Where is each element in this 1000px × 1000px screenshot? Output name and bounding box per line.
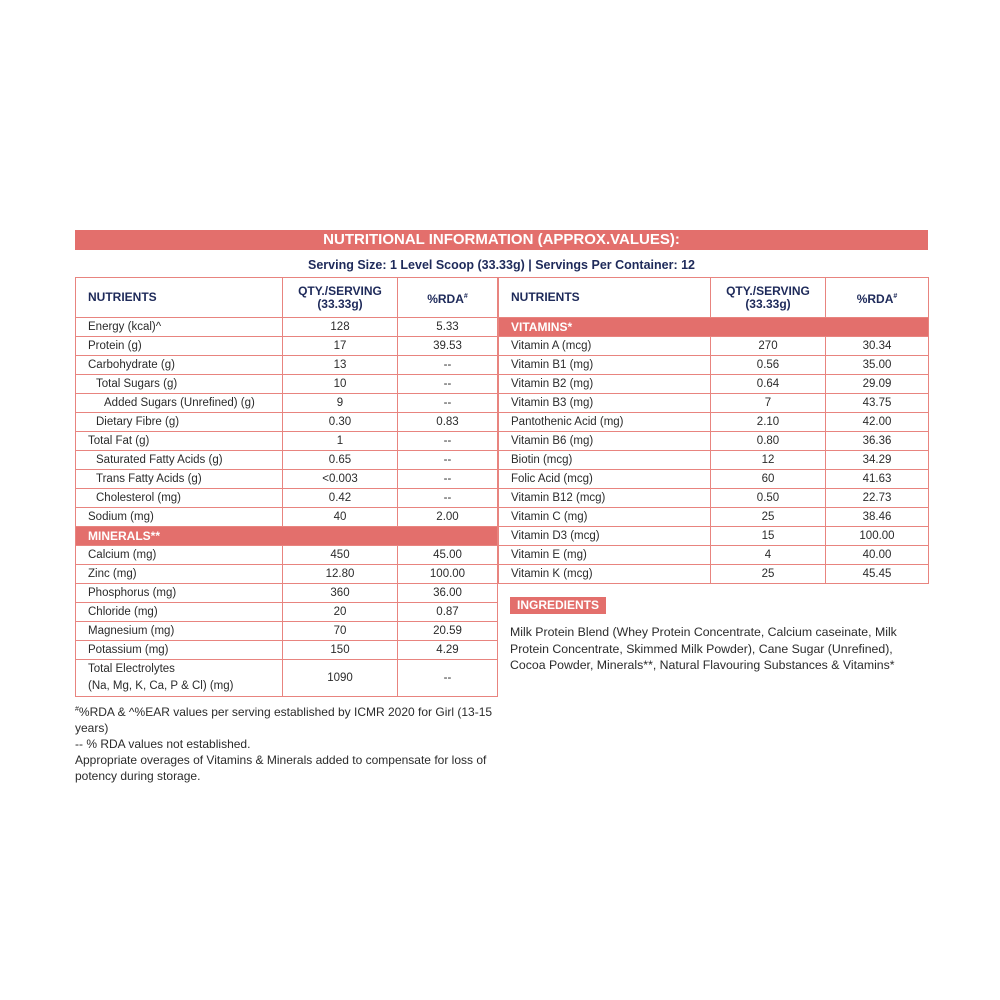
nutrient-qty: 0.50 <box>711 489 826 508</box>
table-row <box>76 546 498 565</box>
rda-header: %RDA# <box>826 278 929 318</box>
nutrient-rda: 41.63 <box>826 470 929 489</box>
vitamins-section-label: VITAMINS* <box>499 318 929 337</box>
nutrient-name: Vitamin B3 (mg) <box>499 394 711 413</box>
nutrient-name: Cholesterol (mg) <box>76 489 283 508</box>
qty-header: QTY./SERVING (33.33g) <box>283 278 398 318</box>
nutrient-qty: 1 <box>283 432 398 451</box>
table-row <box>76 318 498 337</box>
table-row <box>499 356 929 375</box>
minerals-section-row <box>76 527 498 546</box>
table-header-row <box>76 278 498 318</box>
ingredients-label: INGREDIENTS <box>510 597 606 614</box>
nutrient-rda: 100.00 <box>398 565 498 584</box>
nutrient-qty: 360 <box>283 584 398 603</box>
table-row <box>76 451 498 470</box>
nutrients-header: NUTRIENTS <box>499 278 711 318</box>
nutrient-name: Phosphorus (mg) <box>76 584 283 603</box>
table-row <box>76 489 498 508</box>
nutrient-rda: 0.87 <box>398 603 498 622</box>
nutrients-header: NUTRIENTS <box>76 278 283 318</box>
nutrient-rda: 30.34 <box>826 337 929 356</box>
nutrient-rda: -- <box>398 660 498 697</box>
nutrient-rda: 36.36 <box>826 432 929 451</box>
table-row <box>76 394 498 413</box>
footnote-overages: Appropriate overages of Vitamins & Minerals added to compensate for loss of potency during storage. <box>75 753 487 783</box>
nutrient-rda: 40.00 <box>826 546 929 565</box>
nutrient-qty: 60 <box>711 470 826 489</box>
nutrient-name: Vitamin B1 (mg) <box>499 356 711 375</box>
footnote-not-established: -- % RDA values not established. <box>75 737 251 751</box>
table-row <box>76 641 498 660</box>
table-row <box>76 413 498 432</box>
table-row <box>76 356 498 375</box>
nutrient-qty: 25 <box>711 565 826 584</box>
minerals-section-label: MINERALS** <box>76 527 498 546</box>
nutrient-qty: 9 <box>283 394 398 413</box>
nutrient-qty: 13 <box>283 356 398 375</box>
footnote-rda: #%RDA & ^%EAR values per serving established by ICMR 2020 for Girl (13-15 years) <box>75 705 493 735</box>
nutrient-qty: 270 <box>711 337 826 356</box>
nutrient-rda: -- <box>398 375 498 394</box>
table-row <box>76 432 498 451</box>
nutrient-name: Vitamin D3 (mcg) <box>499 527 711 546</box>
nutrient-name: Vitamin C (mg) <box>499 508 711 527</box>
nutrient-name: Energy (kcal)^ <box>76 318 283 337</box>
nutrient-rda: -- <box>398 356 498 375</box>
nutrient-name: Biotin (mcg) <box>499 451 711 470</box>
table-row <box>499 527 929 546</box>
nutrient-name: Potassium (mg) <box>76 641 283 660</box>
table-row <box>76 508 498 527</box>
table-row <box>499 451 929 470</box>
vitamins-table <box>498 277 929 584</box>
nutrient-name: Total Sugars (g) <box>76 375 283 394</box>
nutrient-qty: 1090 <box>283 660 398 697</box>
nutrient-name: Folic Acid (mcg) <box>499 470 711 489</box>
table-row <box>76 603 498 622</box>
nutrient-name: Magnesium (mg) <box>76 622 283 641</box>
nutrient-name: Dietary Fibre (g) <box>76 413 283 432</box>
nutrient-name: Sodium (mg) <box>76 508 283 527</box>
nutrient-rda: 43.75 <box>826 394 929 413</box>
nutrient-qty: 70 <box>283 622 398 641</box>
nutrient-qty: 20 <box>283 603 398 622</box>
nutrient-qty: 0.30 <box>283 413 398 432</box>
nutrient-rda: 38.46 <box>826 508 929 527</box>
nutrient-name: Trans Fatty Acids (g) <box>76 470 283 489</box>
table-row <box>499 432 929 451</box>
nutrient-name: Vitamin A (mcg) <box>499 337 711 356</box>
table-row <box>76 565 498 584</box>
nutrient-rda: 100.00 <box>826 527 929 546</box>
nutrient-name: Calcium (mg) <box>76 546 283 565</box>
nutrient-rda: -- <box>398 451 498 470</box>
nutrient-rda: -- <box>398 432 498 451</box>
nutrient-qty: 450 <box>283 546 398 565</box>
nutrient-name: Vitamin B6 (mg) <box>499 432 711 451</box>
nutrient-qty: <0.003 <box>283 470 398 489</box>
table-row <box>499 508 929 527</box>
nutrient-rda: -- <box>398 394 498 413</box>
nutrient-rda: 42.00 <box>826 413 929 432</box>
table-row <box>76 337 498 356</box>
nutrient-rda: -- <box>398 489 498 508</box>
table-row <box>499 337 929 356</box>
nutrient-name: Vitamin E (mg) <box>499 546 711 565</box>
table-row <box>499 546 929 565</box>
nutrient-name: Saturated Fatty Acids (g) <box>76 451 283 470</box>
nutrient-name: Vitamin K (mcg) <box>499 565 711 584</box>
serving-info: Serving Size: 1 Level Scoop (33.33g) | Servings Per Container: 12 <box>308 258 695 272</box>
nutrient-name: Added Sugars (Unrefined) (g) <box>76 394 283 413</box>
table-row <box>76 375 498 394</box>
table-row <box>499 489 929 508</box>
nutrient-rda: 2.00 <box>398 508 498 527</box>
nutrient-qty: 4 <box>711 546 826 565</box>
ingredients-text: Milk Protein Blend (Whey Protein Concentrate, Calcium caseinate, Milk Protein Concentrate, Skimmed Milk Powder), Cane Sugar (Unrefined), Cocoa Powder, Minerals**, Natural Flavouring Substances & Vitamins* <box>510 625 897 672</box>
table-row <box>499 470 929 489</box>
table-row <box>499 375 929 394</box>
nutrient-qty: 10 <box>283 375 398 394</box>
nutrients-table <box>75 277 498 697</box>
nutrient-name: Pantothenic Acid (mg) <box>499 413 711 432</box>
nutrition-title: NUTRITIONAL INFORMATION (APPROX.VALUES): <box>75 230 928 250</box>
table-row <box>499 565 929 584</box>
qty-header: QTY./SERVING (33.33g) <box>711 278 826 318</box>
nutrient-rda: 45.00 <box>398 546 498 565</box>
nutrient-qty: 12 <box>711 451 826 470</box>
table-row <box>499 413 929 432</box>
nutrient-rda: 39.53 <box>398 337 498 356</box>
rda-header: %RDA# <box>398 278 498 318</box>
nutrient-rda: -- <box>398 470 498 489</box>
table-row <box>76 660 498 697</box>
nutrient-name: Vitamin B2 (mg) <box>499 375 711 394</box>
footnotes <box>75 702 505 784</box>
nutrient-qty: 150 <box>283 641 398 660</box>
nutrient-qty: 7 <box>711 394 826 413</box>
nutrient-name: Zinc (mg) <box>76 565 283 584</box>
nutrient-name: Vitamin B12 (mcg) <box>499 489 711 508</box>
nutrient-rda: 34.29 <box>826 451 929 470</box>
nutrient-name: Carbohydrate (g) <box>76 356 283 375</box>
nutrient-qty: 15 <box>711 527 826 546</box>
nutrient-name: Total Electrolytes (Na, Mg, K, Ca, P & Cl) (mg) <box>76 660 283 697</box>
vitamins-section-row <box>499 318 929 337</box>
nutrient-rda: 35.00 <box>826 356 929 375</box>
nutrient-name: Chloride (mg) <box>76 603 283 622</box>
table-row <box>76 584 498 603</box>
nutrient-qty: 0.42 <box>283 489 398 508</box>
nutrient-qty: 0.64 <box>711 375 826 394</box>
table-row <box>76 622 498 641</box>
nutrient-qty: 17 <box>283 337 398 356</box>
table-header-row <box>499 278 929 318</box>
nutrient-rda: 4.29 <box>398 641 498 660</box>
nutrient-qty: 0.80 <box>711 432 826 451</box>
nutrient-rda: 45.45 <box>826 565 929 584</box>
nutrient-qty: 2.10 <box>711 413 826 432</box>
nutrient-qty: 128 <box>283 318 398 337</box>
nutrient-rda: 22.73 <box>826 489 929 508</box>
nutrient-name: Total Fat (g) <box>76 432 283 451</box>
nutrient-rda: 5.33 <box>398 318 498 337</box>
table-row <box>76 470 498 489</box>
nutrient-qty: 0.56 <box>711 356 826 375</box>
nutrient-qty: 0.65 <box>283 451 398 470</box>
nutrient-rda: 36.00 <box>398 584 498 603</box>
nutrient-qty: 25 <box>711 508 826 527</box>
nutrient-qty: 12.80 <box>283 565 398 584</box>
nutrient-rda: 0.83 <box>398 413 498 432</box>
table-row <box>499 394 929 413</box>
nutrient-name: Protein (g) <box>76 337 283 356</box>
nutrient-rda: 29.09 <box>826 375 929 394</box>
nutrient-rda: 20.59 <box>398 622 498 641</box>
nutrient-qty: 40 <box>283 508 398 527</box>
